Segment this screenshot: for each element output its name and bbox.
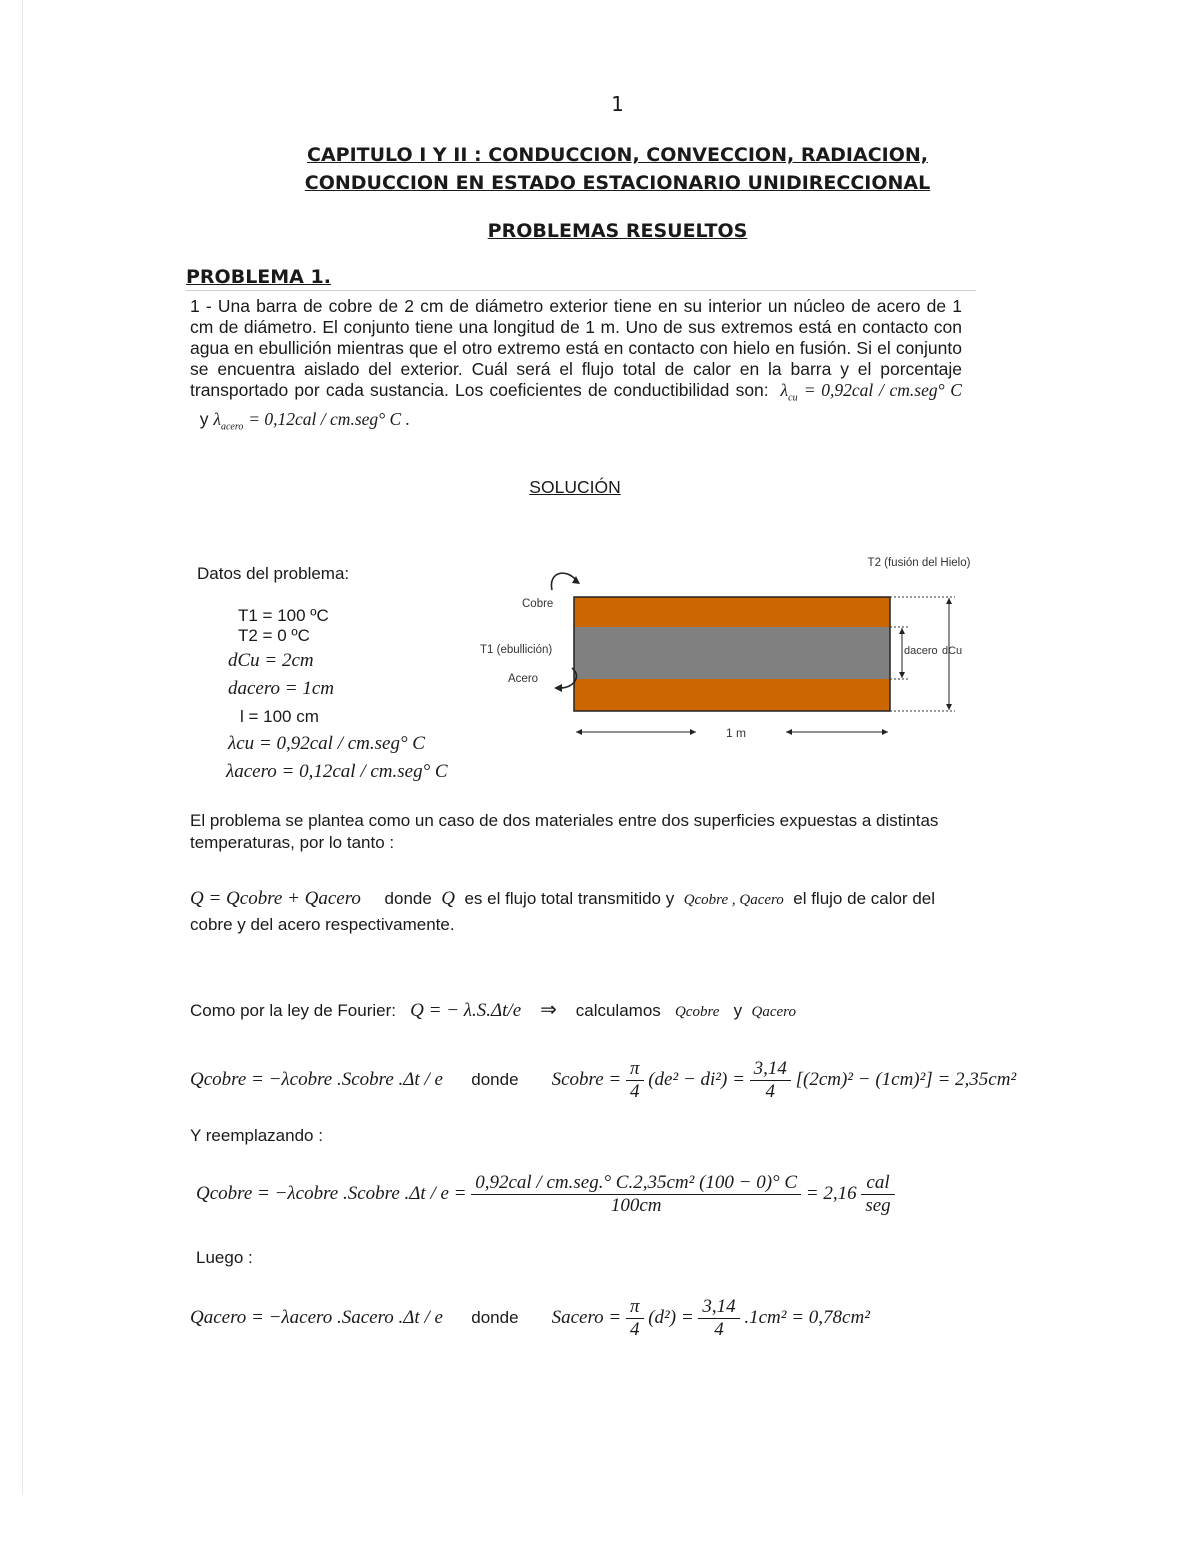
equation-total-flux: Q = Qcobre + Qacero donde Q es el flujo total transmitido y Qcobre , Qacero el flujo de calor del [190, 888, 936, 909]
reemplazando-label: Y reemplazando : [190, 1126, 323, 1145]
dacero-arrowhead-bottom [899, 672, 905, 678]
label-t1-ebullicion: T1 (ebullición) [480, 644, 553, 656]
data-title: Datos del problema: [197, 564, 350, 583]
equation-copper-area: Qcobre = −λcobre .Scobre .Δt / e donde Scobre = $\frac{\pi}{4}$ (de² − di²) = $\frac{3,14}{4}$ [(2cm)² − (1cm)²] = 2,35cm² [190, 1058, 1017, 1102]
data-t1: T1 = 100 ºC [238, 606, 329, 625]
data-length: l = 100 cm [240, 707, 319, 726]
data-lambda-acero: λacero = 0,12cal / cm.seg° C [226, 761, 448, 782]
copper-layer-bottom [574, 679, 890, 711]
acero-curl-arrowhead [554, 684, 562, 692]
length-arrowhead-left [576, 729, 582, 735]
cobre-curl-arrow [551, 573, 576, 590]
luego-label: Luego : [196, 1248, 253, 1267]
label-dcu: dCu [942, 645, 963, 657]
length-arrowhead-mid-left [690, 729, 696, 735]
length-arrowhead-right [882, 729, 888, 735]
data-lambda-cu: λcu = 0,92cal / cm.seg° C [228, 733, 425, 754]
page-number: 1 [611, 92, 624, 116]
label-acero: Acero [508, 673, 539, 685]
lambda-cu-value: = 0,92cal / cm.seg° C [803, 380, 962, 400]
dcu-arrowhead-top [946, 598, 952, 604]
equation-steel-area: Qacero = −λacero .Sacero .Δt / e donde Sacero = $\frac{\pi}{4}$ (d²) = $\frac{3,14}{4}$ .1cm² = 0,78cm² [190, 1296, 870, 1340]
fourier-formula: Q = − λ.S.Δt/e [410, 1000, 522, 1021]
equation-total-flux-cont: cobre y del acero respectivamente. [190, 915, 455, 934]
label-cobre: Cobre [522, 598, 554, 610]
divider-line [186, 290, 976, 291]
eq1-formula: Q = Qcobre + Qacero [190, 888, 361, 909]
chapter-title-line1: CAPITULO I Y II : CONDUCCION, CONVECCION, RADIACION, [307, 144, 928, 166]
lambda-acero-value: = 0,12cal / cm.seg° C . [248, 408, 410, 429]
equation-fourier: Como por la ley de Fourier: Q = − λ.S.Δt/e ⇒ calculamos Qcobre y Qacero [190, 999, 796, 1021]
chapter-title-line2: CONDUCCION EN ESTADO ESTACIONARIO UNIDIRECCIONAL [304, 172, 931, 194]
problem-statement: 1 - Una barra de cobre de 2 cm de diámetro exterior tiene en su interior un núcleo de acero de 1 cm de diámetro. El conjunto tiene una longitud de 1 m. Uno de sus extremos está en contacto con agua en ebullición mientras que el otro extremo está en contacto con hielo en fusión. Si el conjunto se encuentra aislado del exterior. Cuál será el flujo total de calor en la barra y el porcentaje transportado por cada sustancia. Los coeficientes de conductibilidad son: $\lambda_{cu} = 0,92cal / cm.seg^\circ$ C y $\lambda_{acero} = 0,12cal / cm.seg^\circ$ C . [190, 296, 962, 432]
data-dacero: dacero = 1cm [228, 678, 335, 699]
paragraph-intro: El problema se plantea como un caso de dos materiales entre dos superficies expuestas a distintas temperaturas, por lo tanto : [190, 811, 939, 852]
solution-heading: SOLUCIÓN [529, 477, 621, 497]
dacero-arrowhead-top [899, 628, 905, 634]
label-length: 1 m [726, 726, 747, 740]
problem-label: PROBLEMA 1. [186, 266, 331, 288]
data-dcu: dCu = 2cm [228, 650, 314, 671]
steel-core [574, 627, 890, 679]
label-dacero: dacero [904, 645, 938, 657]
dcu-arrowhead-bottom [946, 704, 952, 710]
statement-text: 1 - Una barra de cobre de 2 cm de diámetro exterior tiene en su interior un núcleo de acero de 1 cm de diámetro. El conjunto tiene una longitud de 1 m. Uno de sus extremos está en contacto con agua en ebullición mientras que el otro extremo está en contacto con hielo en fusión. Si el conjunto se encuentra aislado del exterior. Cuál será el flujo total de calor en la barra y el porcentaje transportado por cada sustancia. Los coeficientes de conductibilidad son: [190, 296, 962, 400]
copper-layer-top [574, 597, 890, 627]
length-arrowhead-mid-right [786, 729, 792, 735]
section-subtitle: PROBLEMAS RESUELTOS [487, 220, 748, 242]
data-t2: T2 = 0 ºC [238, 626, 310, 645]
label-t2-hielo: T2 (fusión del Hielo) [867, 557, 971, 569]
equation-copper-flux: Qcobre = −λcobre .Scobre .Δt / e = $\frac{\text{0,92cal / cm.seg.° C.2,35cm² (100 − 0)° C}}{100cm}$ = 2,16 $\frac{\text{cal}}{\text{seg}}$ [196, 1172, 895, 1217]
